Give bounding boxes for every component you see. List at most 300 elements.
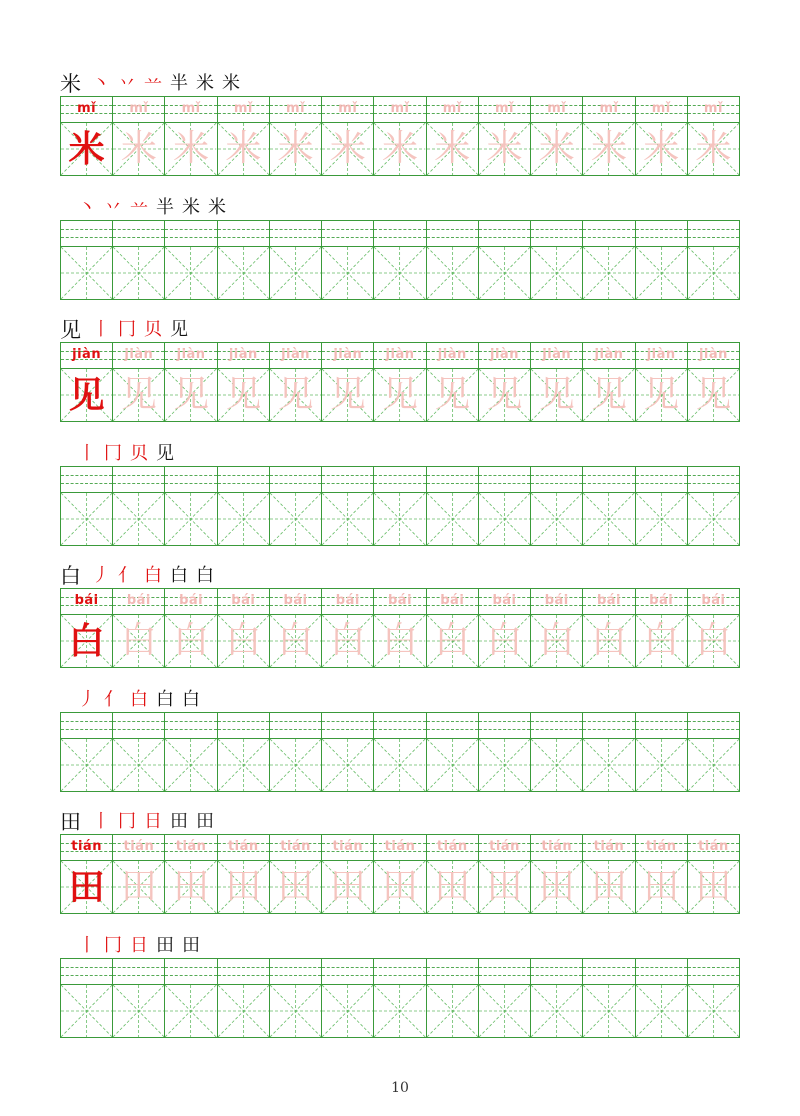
pinyin-guide-line — [270, 721, 321, 722]
pinyin-lines — [218, 343, 269, 369]
practice-cell[interactable] — [165, 959, 217, 1037]
practice-cell[interactable] — [165, 221, 217, 299]
practice-cell[interactable] — [218, 467, 270, 545]
pinyin-guide-line — [531, 729, 582, 730]
pinyin-lines — [322, 713, 373, 739]
pinyin-guide-line — [688, 229, 739, 230]
stroke-glyph: 䒑 — [130, 197, 148, 218]
practice-cell[interactable] — [270, 713, 322, 791]
pinyin-guide-line — [165, 967, 216, 968]
pinyin-lines — [531, 959, 582, 985]
stroke-step — [192, 564, 218, 588]
trace-pinyin: tián — [227, 839, 259, 854]
pinyin-guide-line — [374, 237, 425, 238]
tracing-cell — [479, 835, 531, 913]
practice-cell[interactable] — [113, 959, 165, 1037]
character-box — [113, 861, 164, 913]
heading-character: 田 — [60, 810, 81, 834]
stroke-glyph: 白 — [130, 689, 148, 710]
tracing-cell — [322, 589, 374, 667]
practice-cell[interactable] — [688, 713, 739, 791]
practice-cell[interactable] — [374, 467, 426, 545]
trace-pinyin: jiàn — [594, 347, 624, 362]
stroke-step — [204, 196, 230, 220]
pinyin-lines — [322, 343, 373, 369]
stroke-glyph: 白 — [182, 689, 200, 710]
stroke-glyph: 田 — [156, 935, 174, 956]
practice-cell[interactable] — [531, 959, 583, 1037]
trace-pinyin: tián — [489, 839, 520, 854]
practice-cell[interactable] — [165, 713, 217, 791]
pinyin-guide-line — [165, 975, 216, 976]
model-character: 米 — [68, 128, 105, 170]
practice-cell[interactable] — [427, 467, 479, 545]
stroke-glyph: 丨 — [78, 935, 96, 956]
tracing-cell — [531, 589, 583, 667]
pinyin-guide-line — [688, 721, 739, 722]
character-box — [583, 739, 634, 791]
tian-grid-guide — [270, 493, 321, 545]
practice-cell[interactable] — [531, 221, 583, 299]
tracing-cell — [636, 589, 688, 667]
pinyin-lines — [322, 589, 373, 615]
pinyin-guide-line — [688, 975, 739, 976]
pinyin-guide-line — [636, 229, 687, 230]
stroke-step — [140, 72, 166, 96]
pinyin-lines — [583, 221, 634, 247]
pinyin-lines — [374, 959, 425, 985]
pinyin-guide-line — [636, 237, 687, 238]
character-box — [270, 985, 321, 1037]
tian-grid-guide — [688, 493, 739, 545]
pinyin-lines — [322, 221, 373, 247]
stroke-glyph: 见 — [170, 319, 188, 340]
practice-cell[interactable] — [322, 713, 374, 791]
pinyin-guide-line — [218, 475, 269, 476]
tian-grid-guide — [61, 739, 112, 791]
stroke-step — [88, 72, 114, 96]
trace-pinyin: jiàn — [437, 347, 467, 362]
practice-cell[interactable] — [270, 467, 322, 545]
tian-grid-guide — [61, 985, 112, 1037]
tian-grid-guide — [322, 247, 373, 299]
pinyin-lines — [636, 343, 687, 369]
pinyin-guide-line — [427, 475, 478, 476]
trace-pinyin: tián — [541, 839, 573, 854]
tracing-cell — [270, 343, 322, 421]
character-box — [270, 493, 321, 545]
tian-grid-guide — [583, 493, 634, 545]
practice-cell[interactable] — [61, 221, 113, 299]
stroke-glyph: 半 — [170, 73, 188, 94]
pinyin-guide-line — [531, 975, 582, 976]
practice-cell[interactable] — [479, 959, 531, 1037]
stroke-glyph: 丨 — [92, 319, 110, 340]
stroke-glyph: 丷 — [104, 197, 122, 218]
character-box — [583, 369, 634, 421]
pinyin-guide-line — [374, 975, 425, 976]
character-box — [479, 369, 530, 421]
tian-grid-guide — [374, 247, 425, 299]
character-box — [322, 123, 373, 175]
trace-character: 米 — [277, 128, 314, 169]
pinyin-guide-line — [374, 483, 425, 484]
tracing-cell — [270, 97, 322, 175]
pinyin-lines — [165, 835, 216, 861]
character-box — [374, 861, 425, 913]
stroke-glyph: 田 — [196, 811, 214, 832]
tian-grid-guide — [218, 739, 269, 791]
pinyin-lines — [218, 959, 269, 985]
character-box — [61, 247, 112, 299]
pinyin-lines — [61, 589, 112, 615]
practice-cell[interactable] — [583, 467, 635, 545]
character-box — [113, 493, 164, 545]
tracing-cell — [270, 835, 322, 913]
pinyin-lines — [636, 467, 687, 493]
practice-cell[interactable] — [113, 467, 165, 545]
practice-cell[interactable] — [636, 467, 688, 545]
practice-cell[interactable] — [374, 713, 426, 791]
trace-pinyin: mǐ — [442, 101, 462, 116]
pinyin-guide-line — [583, 975, 634, 976]
tian-grid-guide — [427, 739, 478, 791]
tracing-cell — [374, 589, 426, 667]
practice-cell[interactable] — [636, 221, 688, 299]
pinyin-guide-line — [531, 475, 582, 476]
tracing-cell — [583, 97, 635, 175]
pinyin-lines — [531, 97, 582, 123]
tian-grid-guide — [322, 985, 373, 1037]
trace-pinyin: mǐ — [651, 101, 671, 116]
pinyin-lines — [270, 835, 321, 861]
trace-pinyin: tián — [175, 839, 207, 854]
trace-pinyin: jiàn — [281, 347, 311, 362]
pinyin-lines — [427, 343, 478, 369]
trace-pinyin: jiàn — [176, 347, 206, 362]
pinyin-guide-line — [218, 729, 269, 730]
stroke-step — [88, 564, 114, 588]
character-box — [218, 369, 269, 421]
stroke-glyph: 冂 — [118, 811, 136, 832]
stroke-glyph: 田 — [170, 811, 188, 832]
tracing-cell — [531, 97, 583, 175]
stroke-glyph: 米 — [222, 73, 240, 94]
character-box — [688, 369, 739, 421]
model-pinyin: mǐ — [77, 101, 97, 116]
pinyin-lines — [218, 835, 269, 861]
trace-pinyin: tián — [698, 839, 729, 854]
trace-character: 田 — [173, 866, 210, 907]
practice-cell[interactable] — [531, 467, 583, 545]
pinyin-guide-line — [636, 967, 687, 968]
trace-character: 白 — [225, 620, 262, 661]
character-box — [479, 615, 530, 667]
practice-cell[interactable] — [531, 713, 583, 791]
pinyin-lines — [688, 835, 739, 861]
practice-cell[interactable] — [688, 221, 739, 299]
practice-cell[interactable] — [322, 467, 374, 545]
tracing-cell — [218, 589, 270, 667]
pinyin-guide-line — [636, 721, 687, 722]
trace-pinyin: tián — [645, 839, 677, 854]
trace-pinyin: bái — [231, 593, 256, 608]
practice-cell[interactable] — [61, 959, 113, 1037]
practice-cell[interactable] — [688, 467, 739, 545]
character-box — [61, 985, 112, 1037]
pinyin-lines — [165, 589, 216, 615]
pinyin-lines — [427, 835, 478, 861]
trace-pinyin: bái — [701, 593, 726, 608]
tracing-cell — [531, 343, 583, 421]
trace-character: 田 — [329, 866, 366, 907]
stroke-step — [152, 934, 178, 958]
pinyin-guide-line — [688, 967, 739, 968]
pinyin-lines — [165, 467, 216, 493]
tian-grid-guide — [531, 739, 582, 791]
stroke-step — [140, 810, 166, 834]
stroke-step — [192, 810, 218, 834]
practice-cell[interactable] — [583, 959, 635, 1037]
tracing-cell — [61, 97, 113, 175]
tian-grid-guide — [374, 493, 425, 545]
tian-grid-guide — [218, 247, 269, 299]
practice-cell[interactable] — [218, 221, 270, 299]
character-box — [583, 985, 634, 1037]
tracing-cell — [583, 835, 635, 913]
pinyin-lines — [479, 467, 530, 493]
practice-cell[interactable] — [113, 221, 165, 299]
pinyin-lines — [531, 467, 582, 493]
character-box — [165, 493, 216, 545]
tian-grid-guide — [479, 985, 530, 1037]
practice-cell[interactable] — [479, 713, 531, 791]
pinyin-guide-line — [479, 967, 530, 968]
pinyin-guide-line — [583, 967, 634, 968]
practice-grid-row — [60, 958, 740, 1038]
character-box — [374, 247, 425, 299]
practice-cell[interactable] — [165, 467, 217, 545]
tracing-cell — [688, 835, 739, 913]
pinyin-lines — [322, 959, 373, 985]
stroke-glyph: 见 — [156, 443, 174, 464]
pinyin-lines — [427, 713, 478, 739]
tracing-cell — [61, 343, 113, 421]
stroke-step — [126, 196, 152, 220]
pinyin-guide-line — [636, 729, 687, 730]
character-box — [583, 615, 634, 667]
pinyin-lines — [113, 467, 164, 493]
pinyin-lines — [583, 589, 634, 615]
pinyin-lines — [165, 959, 216, 985]
character-box — [531, 247, 582, 299]
pinyin-guide-line — [270, 729, 321, 730]
practice-cell[interactable] — [583, 713, 635, 791]
stroke-step — [88, 810, 114, 834]
stroke-step — [178, 688, 204, 712]
trace-pinyin: jiàn — [385, 347, 415, 362]
trace-pinyin: mǐ — [547, 101, 567, 116]
pinyin-lines — [61, 467, 112, 493]
stroke-glyph: 丨 — [92, 811, 110, 832]
stroke-glyph: 丨 — [78, 443, 96, 464]
character-box — [531, 123, 582, 175]
practice-cell[interactable] — [427, 959, 479, 1037]
practice-cell[interactable] — [479, 221, 531, 299]
practice-cell[interactable] — [427, 221, 479, 299]
pinyin-lines — [61, 221, 112, 247]
stroke-step — [114, 318, 140, 342]
trace-pinyin: jiàn — [228, 347, 258, 362]
practice-cell[interactable] — [270, 221, 322, 299]
practice-cell[interactable] — [636, 959, 688, 1037]
stroke-glyph: 亻 — [104, 689, 122, 710]
tracing-cell — [270, 589, 322, 667]
stroke-step — [166, 72, 192, 96]
practice-cell[interactable] — [218, 959, 270, 1037]
trace-pinyin: bái — [649, 593, 674, 608]
practice-cell[interactable] — [270, 959, 322, 1037]
character-box — [479, 493, 530, 545]
pinyin-guide-line — [583, 237, 634, 238]
trace-pinyin: bái — [440, 593, 465, 608]
pinyin-lines — [165, 97, 216, 123]
pinyin-guide-line — [427, 729, 478, 730]
practice-cell[interactable] — [61, 713, 113, 791]
character-box — [427, 369, 478, 421]
tracing-cell — [113, 835, 165, 913]
trace-character: 白 — [382, 620, 419, 661]
pinyin-guide-line — [479, 237, 530, 238]
trace-pinyin: tián — [436, 839, 468, 854]
stroke-step — [166, 564, 192, 588]
trace-character: 见 — [643, 374, 680, 415]
practice-cell[interactable] — [374, 959, 426, 1037]
stroke-glyph: 冂 — [118, 319, 136, 340]
pinyin-guide-line — [427, 975, 478, 976]
stroke-step — [192, 72, 218, 96]
practice-cell[interactable] — [583, 221, 635, 299]
stroke-order-heading — [60, 804, 760, 834]
character-box — [479, 985, 530, 1037]
tracing-cell — [688, 589, 739, 667]
character-box — [374, 369, 425, 421]
practice-grid-row — [60, 220, 740, 300]
tracing-cell — [427, 97, 479, 175]
practice-cell[interactable] — [322, 959, 374, 1037]
pinyin-lines — [531, 835, 582, 861]
pinyin-guide-line — [531, 483, 582, 484]
character-box — [427, 861, 478, 913]
trace-character: 白 — [643, 620, 680, 661]
stroke-step — [166, 318, 192, 342]
character-box — [322, 985, 373, 1037]
trace-pinyin: mǐ — [390, 101, 410, 116]
character-box — [165, 247, 216, 299]
trace-character: 见 — [225, 374, 262, 415]
pinyin-lines — [374, 467, 425, 493]
trace-character: 见 — [695, 374, 732, 415]
tian-grid-guide — [270, 247, 321, 299]
trace-pinyin: tián — [280, 839, 311, 854]
pinyin-guide-line — [165, 483, 216, 484]
practice-cell[interactable] — [636, 713, 688, 791]
pinyin-guide-line — [218, 237, 269, 238]
tian-grid-guide — [113, 247, 164, 299]
practice-cell[interactable] — [322, 221, 374, 299]
stroke-glyph: 丿 — [78, 689, 96, 710]
pinyin-lines — [688, 467, 739, 493]
tian-grid-guide — [322, 493, 373, 545]
practice-cell[interactable] — [113, 713, 165, 791]
trace-character: 田 — [120, 866, 157, 907]
trace-character: 米 — [329, 128, 366, 169]
tracing-cell — [322, 835, 374, 913]
character-box — [218, 985, 269, 1037]
pinyin-guide-line — [479, 975, 530, 976]
tian-grid-guide — [165, 247, 216, 299]
practice-cell[interactable] — [427, 713, 479, 791]
trace-character: 米 — [173, 128, 210, 169]
tian-grid-guide — [427, 493, 478, 545]
practice-grid-row — [60, 712, 740, 792]
pinyin-lines — [270, 97, 321, 123]
character-box — [636, 493, 687, 545]
character-box — [636, 985, 687, 1037]
trace-character: 见 — [538, 374, 575, 415]
pinyin-lines — [218, 713, 269, 739]
practice-cell[interactable] — [479, 467, 531, 545]
pinyin-guide-line — [270, 975, 321, 976]
practice-cell[interactable] — [688, 959, 739, 1037]
tracing-cell — [479, 343, 531, 421]
tian-grid-guide — [583, 739, 634, 791]
practice-cell[interactable] — [374, 221, 426, 299]
tian-grid-guide — [688, 985, 739, 1037]
trace-character: 田 — [434, 866, 471, 907]
character-box — [270, 615, 321, 667]
character-box — [165, 369, 216, 421]
tracing-cell — [374, 835, 426, 913]
pinyin-lines — [583, 343, 634, 369]
stroke-order-reference — [60, 436, 760, 466]
practice-cell[interactable] — [61, 467, 113, 545]
tracing-grid-row — [60, 96, 740, 176]
tian-grid-guide — [374, 739, 425, 791]
trace-character: 见 — [382, 374, 419, 415]
trace-character: 田 — [225, 866, 262, 907]
pinyin-lines — [636, 97, 687, 123]
character-box — [636, 247, 687, 299]
practice-cell[interactable] — [218, 713, 270, 791]
character-box — [583, 493, 634, 545]
pinyin-lines — [636, 835, 687, 861]
stroke-glyph: 亻 — [118, 565, 136, 586]
character-box — [270, 247, 321, 299]
tian-grid-guide — [165, 739, 216, 791]
character-box — [636, 615, 687, 667]
pinyin-guide-line — [165, 237, 216, 238]
pinyin-guide-line — [113, 975, 164, 976]
tracing-cell — [165, 835, 217, 913]
pinyin-guide-line — [165, 475, 216, 476]
character-box — [270, 861, 321, 913]
trace-pinyin: jiàn — [646, 347, 676, 362]
tracing-cell — [165, 97, 217, 175]
character-box — [165, 123, 216, 175]
tracing-cell — [583, 343, 635, 421]
pinyin-guide-line — [374, 967, 425, 968]
